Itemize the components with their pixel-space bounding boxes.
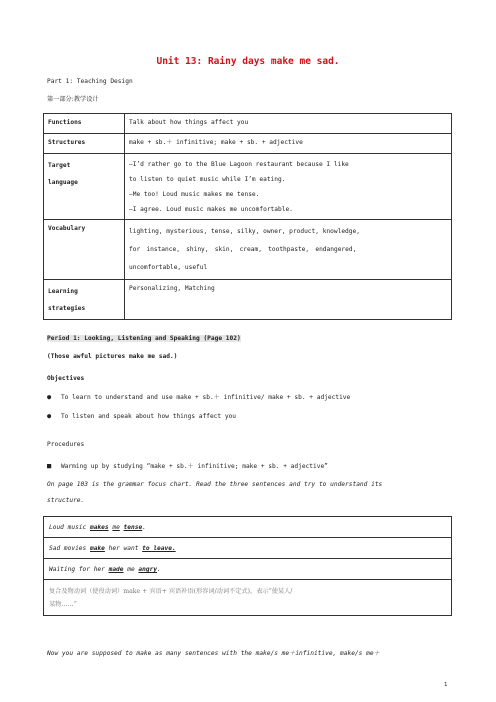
example-verb: made	[108, 566, 124, 573]
table-row	[44, 154, 452, 220]
target-label-line-1: Target	[48, 162, 71, 169]
cn-line-2: 某物……”	[49, 601, 77, 608]
example-text: Sad movies	[49, 545, 90, 552]
square-bullet-icon: ■	[47, 462, 52, 470]
example-complement: to leave.	[142, 545, 176, 552]
grammar-intro-line-2: structure.	[47, 497, 85, 504]
target-language-value	[125, 154, 452, 220]
table-row	[44, 559, 452, 580]
example-verb: make	[89, 545, 105, 552]
example-1: Loud music makes me tense.	[44, 517, 452, 538]
target-line-1: —I’d rather go to the Blue Lagoon restaurant because I like	[129, 161, 349, 168]
vocab-line-3: uncomfortable, useful	[129, 264, 208, 271]
table-row	[44, 517, 452, 538]
page-number: 1	[444, 682, 448, 688]
example-object: her want	[104, 545, 143, 552]
table-row	[44, 220, 452, 280]
example-text: Loud music	[49, 524, 90, 531]
cn-line-1: 复合及物动词（使役动词）make + 宾语+ 宾语补语(形容词/动词不定式)，表示“使某人/	[49, 588, 293, 595]
target-line-2: to listen to quiet music while I’m eating.	[129, 176, 286, 183]
table-row	[44, 580, 452, 616]
page-title: Unit 13: Rainy days make me sad.	[156, 56, 340, 67]
target-language-label	[44, 154, 125, 220]
strategies-label-line-1: Learning	[48, 288, 78, 295]
structures-value: make + sb.＋ infinitive; make + sb. + adjective	[125, 134, 452, 154]
vocabulary-label: Vocabulary	[44, 220, 125, 280]
warmup-item	[47, 462, 328, 471]
grammar-intro-line-1: On page 103 is the grammar focus chart. Read the three sentences and try to understand its	[47, 481, 383, 488]
vocab-line-2: for instance, shiny, skin, cream, toothpaste, endangered,	[129, 246, 357, 253]
vocabulary-value	[125, 220, 452, 280]
vocab-line-1: lighting, mysterious, tense, silky, owner, product, knowledge,	[129, 228, 360, 235]
strategies-value: Personalizing, Matching	[125, 280, 452, 320]
grammar-examples-table	[43, 516, 452, 616]
target-line-3: —Me too! Loud music makes me tense.	[129, 191, 260, 198]
procedures-heading: Procedures	[47, 441, 85, 448]
example-verb: makes	[89, 524, 109, 531]
objectives-heading: Objectives	[47, 375, 85, 382]
period-subtitle: (Those awful pictures make me sad.)	[47, 353, 178, 360]
bullet-icon: ●	[47, 393, 52, 401]
grammar-explanation-cn	[44, 580, 452, 616]
table-row	[44, 538, 452, 559]
example-complement: angry	[138, 566, 158, 573]
example-object: me	[112, 524, 120, 531]
objective-text: To learn to understand and use make + sb.＋ infinitive/ make + sb. + adjective	[60, 394, 351, 401]
table-row	[44, 280, 452, 320]
objective-item	[47, 393, 350, 402]
example-text: Waiting for her	[49, 566, 109, 573]
strategies-label-line-2: strategies	[48, 305, 86, 312]
example-complement: tense	[123, 524, 143, 531]
structures-label: Structures	[44, 134, 125, 154]
functions-label: Functions	[44, 114, 125, 134]
target-label-line-2: language	[48, 179, 78, 186]
strategies-label	[44, 280, 125, 320]
objective-item	[47, 412, 236, 421]
bottom-instruction: Now you are supposed to make as many sentences with the make/s me＋infinitive, make/s me＋	[47, 650, 380, 657]
objective-text: To listen and speak about how things affect you	[60, 413, 237, 420]
part-heading-cn: 第一部分:教学设计	[47, 96, 99, 103]
example-2	[44, 538, 452, 559]
table-row	[44, 114, 452, 134]
table-row	[44, 134, 452, 154]
target-line-4: —I agree. Loud music makes me uncomfortable.	[129, 206, 293, 213]
warmup-text: Warming up by studying “make + sb.＋ infinitive; make + sb. + adjective”	[60, 463, 328, 470]
teaching-design-table	[43, 113, 452, 320]
period-heading: Period 1: Looking, Listening and Speaking (Page 102)	[47, 335, 241, 342]
example-object: me	[123, 566, 139, 573]
bullet-icon: ●	[47, 412, 52, 420]
part-heading-en: Part 1: Teaching Design	[47, 78, 133, 85]
grammar-intro	[47, 481, 452, 505]
example-3: Waiting for her made me angry.	[44, 559, 452, 580]
functions-value: Talk about how things affect you	[125, 114, 452, 134]
